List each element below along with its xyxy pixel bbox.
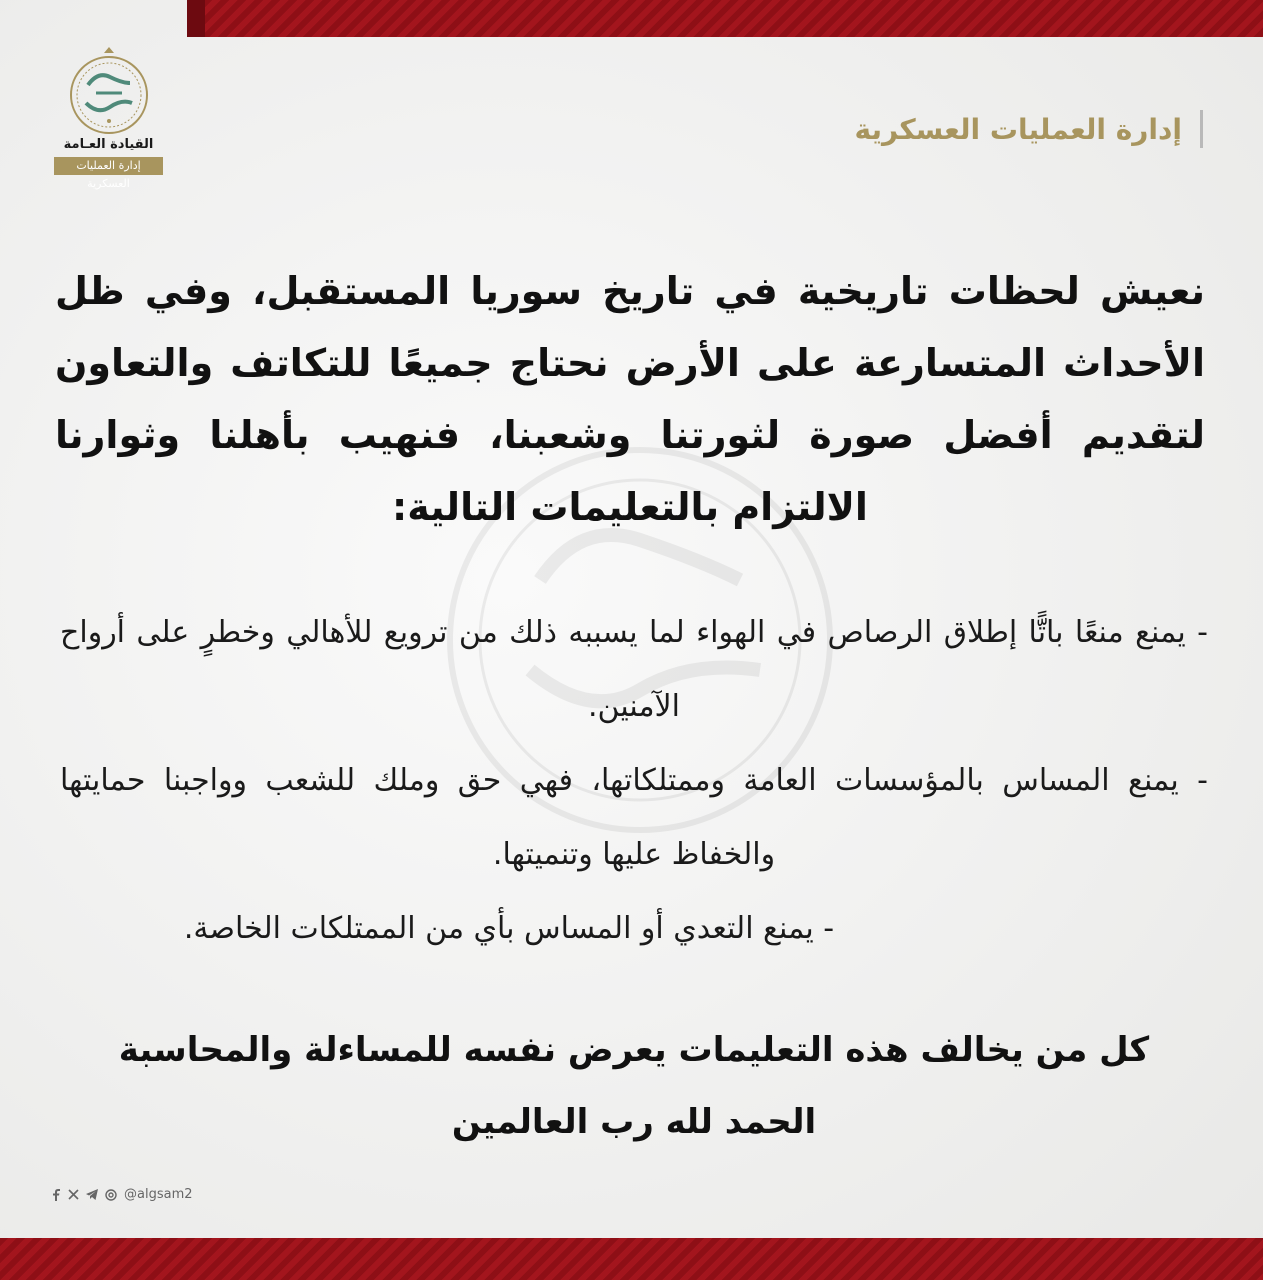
top-bar-cap (187, 0, 205, 37)
closing-warning: كل من يخالف هذه التعليمات يعرض نفسه للمساءلة والمحاسبة (118, 1030, 1150, 1070)
header-divider (1200, 110, 1203, 148)
social-links (52, 1187, 193, 1202)
intro-paragraph: نعيش لحظات تاريخية في تاريخ سوريا المستقبل، وفي ظل الأحداث المتسارعة على الأرض نحتاج جميعًا للتكاتف والتعاون لتقديم أفضل صورة لثورتنا وشعبنا، فنهيب بأهلنا وثوارنا الالتزام بالتعليمات التالية: (55, 269, 1205, 529)
rule-item: - يمنع المساس بالمؤسسات العامة وممتلكاتها، فهي حق وملك للشعب وواجبنا حمايتها والخفاظ عليها وتنميتها. (60, 763, 1208, 872)
logo-title: القيادة العـامة (63, 137, 154, 152)
logo-subtitle: إدارة العمليات العسكرية (54, 157, 163, 175)
at-icon (105, 1189, 117, 1201)
header (854, 110, 1203, 148)
rules-list (60, 596, 1208, 966)
header-title: إدارة العمليات العسكرية (854, 112, 1182, 146)
closing-block (60, 1014, 1208, 1158)
rule-item: - يمنع التعدي أو المساس بأي من الممتلكات الخاصة. (183, 911, 835, 946)
rule-item: - يمنع منعًا باتًّا إطلاق الرصاص في الهواء لما يسببه ذلك من ترويع للأهالي وخطرٍ على أرواح الآمنين. (60, 615, 1208, 724)
top-decorative-bar (187, 0, 1263, 37)
general-command-logo (66, 45, 152, 139)
closing-praise: الحمد لله رب العالمين (451, 1102, 817, 1142)
facebook-icon[interactable] (52, 1189, 61, 1201)
x-icon[interactable] (68, 1189, 79, 1200)
social-handle[interactable]: @algsam2 (124, 1187, 193, 1202)
bottom-decorative-bar (0, 1238, 1263, 1280)
telegram-icon[interactable] (86, 1189, 98, 1200)
